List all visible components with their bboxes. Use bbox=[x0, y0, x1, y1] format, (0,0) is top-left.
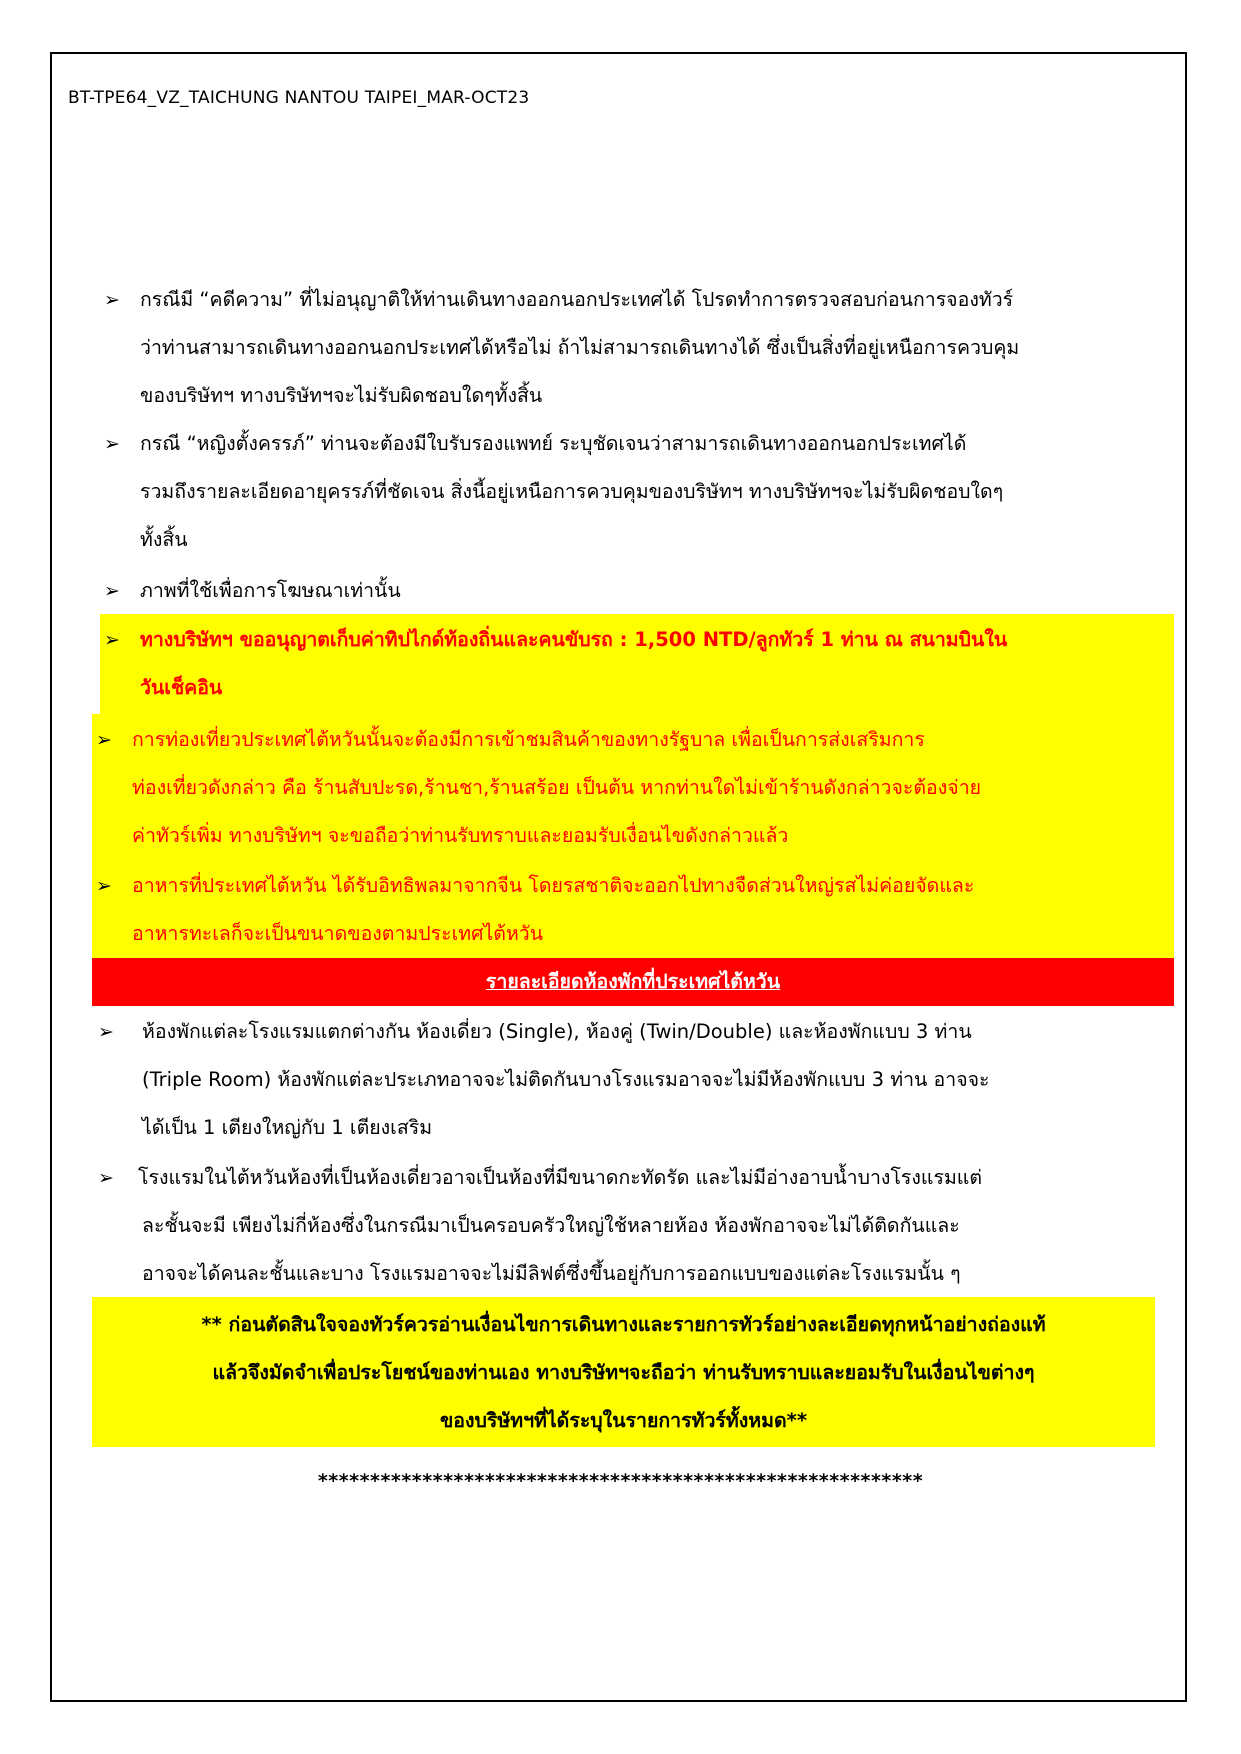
condition-line: ค่าทัวร์เพิ่ม ทางบริษัทฯ จะขอถือว่าท่านรับทราบและยอมรับเงื่อนไขดังกล่าวแล้ว bbox=[132, 824, 789, 847]
condition-line: อาหารที่ประเทศไต้หวัน ได้รับอิทธิพลมาจากจีน โดยรสชาติจะออกไปทางจืดส่วนใหญ่รสไม่ค่อยจัดและ bbox=[132, 874, 975, 897]
room-item-line: อาจจะได้คนละชั้นและบาง โรงแรมอาจจะไม่มีลิฟต์ซึ่งขึ้นอยู่กับการออกแบบของแต่ละโรงแรมนั้น ๆ bbox=[142, 1262, 961, 1285]
bullet-icon: ➢ bbox=[98, 1167, 114, 1189]
condition-line: การท่องเที่ยวประเทศไต้หวันนั้นจะต้องมีการเข้าชมสินค้าของทางรัฐบาล เพื่อเป็นการส่งเสริมการ bbox=[132, 728, 925, 751]
bullet-icon: ➢ bbox=[96, 875, 112, 897]
final-notice bbox=[92, 1297, 1155, 1447]
room-section-title: รายละเอียดห้องพักที่ประเทศไต้หวัน bbox=[92, 958, 1174, 1006]
room-item-line: โรงแรมในไต้หวันห้องที่เป็นห้องเดี่ยวอาจเป็นห้องที่มีขนาดกะทัดรัด และไม่มีอ่างอาบน้ำบางโรงแรมแต่ bbox=[138, 1166, 983, 1189]
divider-stars: ********************************************************** bbox=[317, 1470, 924, 1492]
condition-line: ของบริษัทฯ ทางบริษัทฯจะไม่รับผิดชอบใดๆทั้งสิ้น bbox=[140, 384, 543, 407]
bullet-icon: ➢ bbox=[104, 580, 120, 602]
condition-line: รวมถึงรายละเอียดอายุครรภ์ที่ชัดเจน สิ่งนี้อยู่เหนือการควบคุมของบริษัทฯ ทางบริษัทฯจะไม่รับผิดชอบใดๆ bbox=[140, 480, 1004, 503]
final-notice-line: ของบริษัทฯที่ได้ระบุในรายการทัวร์ทั้งหมด** bbox=[439, 1409, 808, 1432]
condition-line: ทางบริษัทฯ ขออนุญาตเก็บค่าทิปไกด์ท้องถิ่นและคนขับรถ : 1,500 NTD/ลูกทัวร์ 1 ท่าน ณ สนามบินใน bbox=[140, 628, 1008, 651]
bullet-icon: ➢ bbox=[104, 629, 120, 651]
condition-line: ทั้งสิ้น bbox=[140, 528, 188, 551]
final-notice-line: ** ก่อนตัดสินใจจองทัวร์ควรอ่านเงื่อนไขการเดินทางและรายการทัวร์อย่างละเอียดทุกหน้าอย่างถ่องแท้ bbox=[201, 1313, 1046, 1336]
bullet-icon: ➢ bbox=[104, 433, 120, 455]
condition-line: กรณี “หญิงตั้งครรภ์” ท่านจะต้องมีใบรับรองแพทย์ ระบุชัดเจนว่าสามารถเดินทางออกนอกประเทศได้ bbox=[140, 432, 967, 455]
bullet-icon: ➢ bbox=[104, 289, 120, 311]
condition-line: กรณีมี “คดีความ” ที่ไม่อนุญาติให้ท่านเดินทางออกนอกประเทศได้ โปรดทำการตรวจสอบก่อนการจองทัวร์ bbox=[140, 288, 1014, 311]
condition-line: ท่องเที่ยวดังกล่าว คือ ร้านสับปะรด,ร้านชา,ร้านสร้อย เป็นต้น หากท่านใดไม่เข้าร้านดังกล่าวจะต้องจ่าย bbox=[132, 776, 982, 799]
condition-line: อาหารทะเลก็จะเป็นขนาดของตามประเทศไต้หวัน bbox=[132, 922, 544, 945]
bullet-icon: ➢ bbox=[96, 729, 112, 751]
room-item-line: ละชั้นจะมี เพียงไม่กี่ห้องซึ่งในกรณีมาเป็นครอบครัวใหญ่ใช้หลายห้อง ห้องพักอาจจะไม่ได้ติดกันและ bbox=[142, 1214, 960, 1237]
document-code: BT-TPE64_VZ_TAICHUNG NANTOU TAIPEI_MAR-OCT23 bbox=[68, 88, 530, 108]
room-item-line: ห้องพักแต่ละโรงแรมแตกต่างกัน ห้องเดี่ยว (Single), ห้องคู่ (Twin/Double) และห้องพักแบบ 3 ท่าน bbox=[142, 1020, 972, 1043]
final-notice-line: แล้วจึงมัดจำเพื่อประโยชน์ของท่านเอง ทางบริษัทฯจะถือว่า ท่านรับทราบและยอมรับในเงื่อนไขต่างๆ bbox=[212, 1361, 1035, 1384]
room-item-line: ได้เป็น 1 เตียงใหญ่กับ 1 เตียงเสริม bbox=[142, 1116, 433, 1139]
condition-line: วันเช็คอิน bbox=[140, 676, 223, 699]
condition-line: ว่าท่านสามารถเดินทางออกนอกประเทศได้หรือไม่ ถ้าไม่สามารถเดินทางได้ ซึ่งเป็นสิ่งที่อยู่เหนือการควบคุม bbox=[140, 336, 1020, 359]
condition-line: ภาพที่ใช้เพื่อการโฆษณาเท่านั้น bbox=[140, 579, 401, 602]
bullet-icon: ➢ bbox=[98, 1021, 114, 1043]
room-item-line: (Triple Room) ห้องพักแต่ละประเภทอาจจะไม่ติดกันบางโรงแรมอาจจะไม่มีห้องพักแบบ 3 ท่าน อาจจะ bbox=[142, 1068, 990, 1091]
